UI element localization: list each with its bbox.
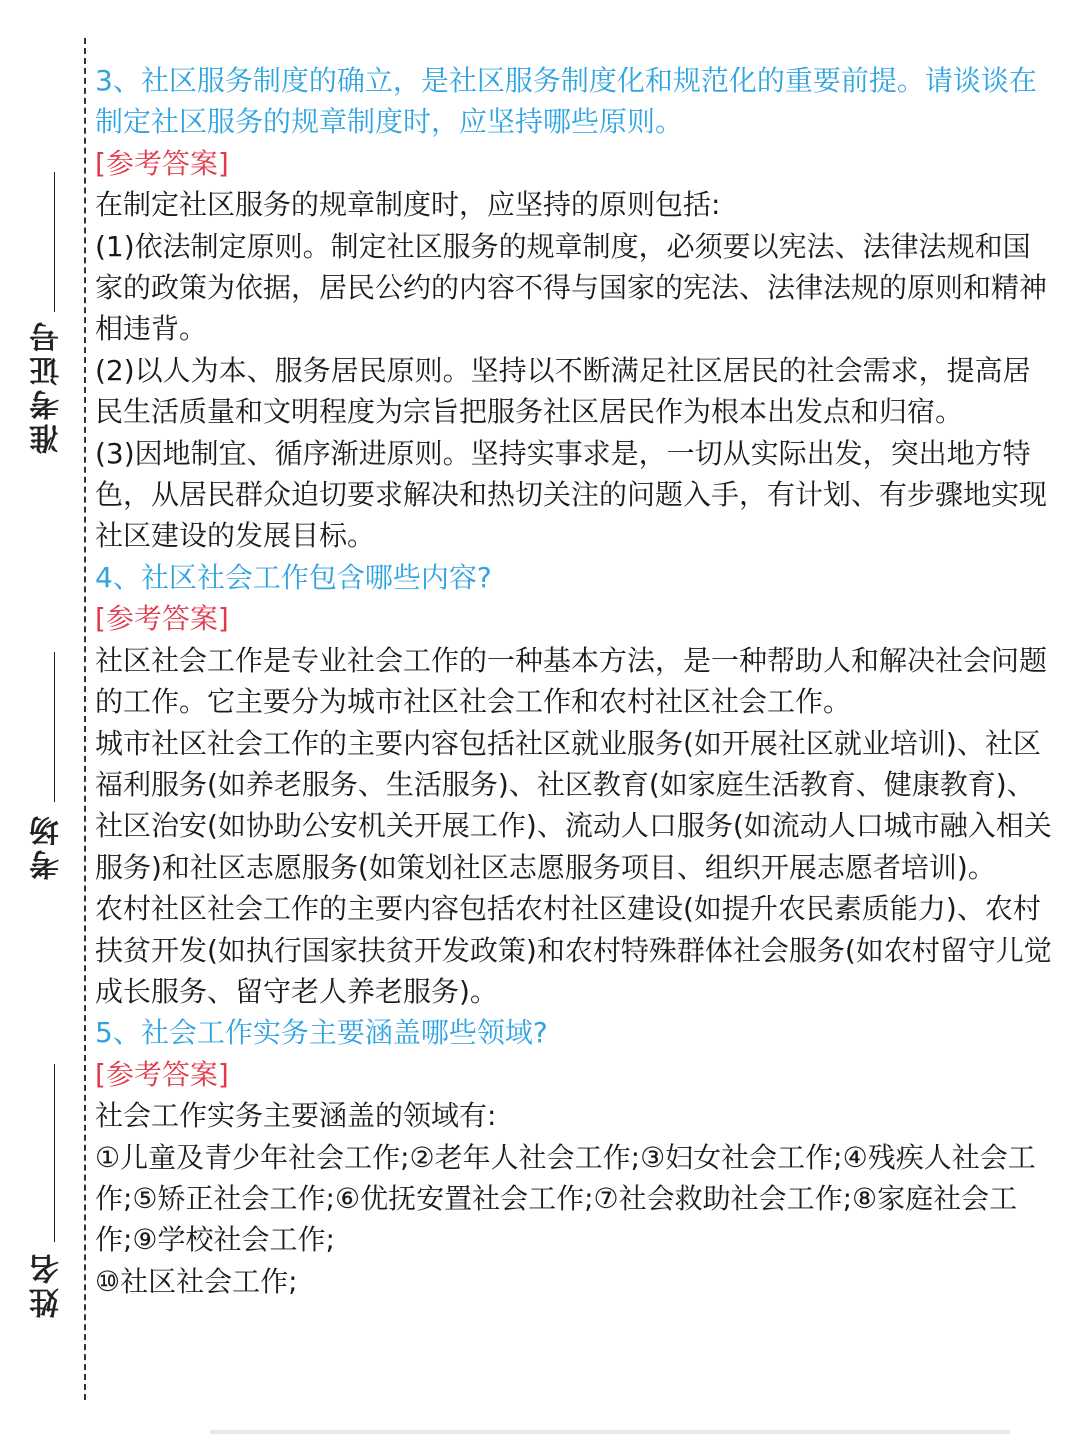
binding-margin [0, 0, 84, 1440]
exam-number-blank-line [54, 172, 55, 312]
answer-paragraph: (3)因地制宜、循序渐进原则。坚持实事求是，一切从实际出发，突出地方特色，从居民群众迫切要求解决和热切关注的问题入手，有计划、有步骤地实现社区建设的发展目标。 [95, 436, 1048, 553]
question-text: 5、社会工作实务主要涵盖哪些领域? [95, 1016, 548, 1050]
question-text: 4、社区社会工作包含哪些内容? [95, 560, 492, 594]
answer-paragraph: 城市社区社会工作的主要内容包括社区就业服务(如开展社区就业培训)、社区福利服务(如养老服务、生活服务)、社区教育(如家庭生活教育、健康教育)、社区治安(如协助公安机关开展工作)、流动人口服务(如流动人口城市融入相关服务)和社区志愿服务(如策划社区志愿服务项目、组织开展志愿者培训)。 [95, 726, 1052, 884]
reference-answer-label: [参考答案] [95, 146, 229, 180]
answer-paragraph: (1)依法制定原则。制定社区服务的规章制度，必须要以宪法、法律法规和国家的政策为依据，居民公约的内容不得与国家的宪法、法律法规的原则和精神相违背。 [95, 229, 1048, 346]
exam-number-field [24, 318, 64, 454]
answer-paragraph: 在制定社区服务的规章制度时，应坚持的原则包括: [95, 188, 721, 222]
reference-answer-label: [参考答案] [95, 602, 229, 636]
answer-paragraph: (2)以人为本、服务居民原则。坚持以不断满足社区居民的社会需求，提高居民生活质量和文明程度为宗旨把服务社区居民作为根本出发点和归宿。 [95, 353, 1031, 429]
name-field [24, 1250, 64, 1318]
answer-paragraph: 农村社区社会工作的主要内容包括农村社区建设(如提升农民素质能力)、农村扶贫开发(如执行国家扶贫开发政策)和农村特殊群体社会服务(如农村留守儿觉成长服务、留守老人养老服务)。 [95, 892, 1052, 1008]
name-label: 姓名 [30, 1250, 65, 1318]
exam-room-field [24, 812, 64, 880]
exam-room-blank-line [54, 652, 55, 802]
question-text: 3、社区服务制度的确立，是社区服务制度化和规范化的重要前提。请谈谈在制定社区服务的规章制度时，应坚持哪些原则。 [95, 64, 1037, 139]
answer-paragraph: 社会工作实务主要涵盖的领域有: [95, 1099, 497, 1133]
answer-paragraph: ⑩社区社会工作; [95, 1264, 298, 1298]
question-content [95, 60, 1055, 1302]
exam-number-label: 准考证号 [30, 318, 65, 454]
question-block [95, 1012, 1055, 1302]
reference-answer-label: [参考答案] [95, 1057, 229, 1091]
cut-line [84, 38, 86, 1400]
bottom-strip [210, 1430, 1010, 1434]
answer-paragraph: 社区社会工作是专业社会工作的一种基本方法，是一种帮助人和解决社会问题的工作。它主要分为城市社区社会工作和农村社区社会工作。 [95, 643, 1048, 719]
answer-paragraph: ①儿童及青少年社会工作;②老年人社会工作;③妇女社会工作;④残疾人社会工作;⑤矫正社会工作;⑥优抚安置社会工作;⑦社会救助社会工作;⑧家庭社会工作;⑨学校社会工作; [95, 1140, 1036, 1257]
page-bottom-edge [120, 1422, 1020, 1440]
question-block [95, 60, 1055, 557]
question-block [95, 557, 1055, 1012]
name-blank-line [54, 1064, 55, 1242]
exam-room-label: 考场 [30, 812, 65, 880]
